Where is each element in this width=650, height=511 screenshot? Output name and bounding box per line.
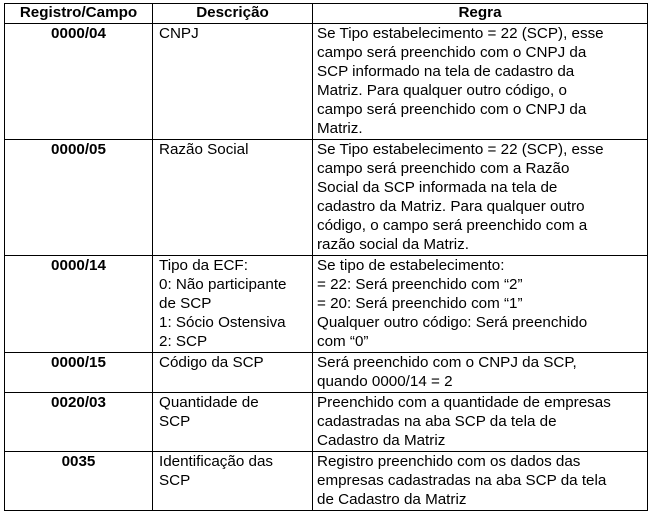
regra-cell xyxy=(313,24,648,140)
regra-line: = 20: Será preenchido com “1” xyxy=(317,295,523,312)
regra-line: quando 0000/14 = 2 xyxy=(317,373,453,390)
regra-cell xyxy=(313,393,648,452)
regra-line: campo será preenchido com o CNPJ da xyxy=(317,101,587,118)
registro-campo-cell: 0000/14 xyxy=(5,256,153,353)
table-row xyxy=(5,452,648,511)
registro-campo-cell: 0020/03 xyxy=(5,393,153,452)
header-regra: Regra xyxy=(313,4,648,24)
regra-line: empresas cadastradas na aba SCP da tela xyxy=(317,472,607,489)
regra-line: cadastro da Matriz. Para qualquer outro xyxy=(317,198,585,215)
regra-line: de Cadastro da Matriz xyxy=(317,491,467,508)
header-registro-campo: Registro/Campo xyxy=(5,4,153,24)
descricao-cell xyxy=(153,393,313,452)
header-row xyxy=(5,4,648,24)
descricao-line: CNPJ xyxy=(159,25,199,42)
regra-line: Preenchido com a quantidade de empresas xyxy=(317,394,611,411)
regra-line: campo será preenchido com a Razão xyxy=(317,160,570,177)
descricao-line: Código da SCP xyxy=(159,354,264,371)
table-row xyxy=(5,353,648,393)
regra-line: Registro preenchido com os dados das xyxy=(317,453,581,470)
registro-campo-cell: 0000/05 xyxy=(5,140,153,256)
descricao-line: Identificação das xyxy=(159,453,273,470)
descricao-line: Tipo da ECF: xyxy=(159,257,248,274)
registro-campo-cell: 0000/04 xyxy=(5,24,153,140)
regra-line: Matriz. Para qualquer outro código, o xyxy=(317,82,567,99)
regra-line: SCP informado na tela de cadastro da xyxy=(317,63,575,80)
regra-cell xyxy=(313,256,648,353)
regra-line: Cadastro da Matriz xyxy=(317,432,446,449)
descricao-line: SCP xyxy=(159,472,191,489)
regra-line: com “0” xyxy=(317,333,369,350)
regra-cell xyxy=(313,140,648,256)
descricao-line: Razão Social xyxy=(159,141,249,158)
regra-line: Social da SCP informada na tela de xyxy=(317,179,558,196)
regra-line: cadastradas na aba SCP da tela de xyxy=(317,413,557,430)
regra-cell xyxy=(313,353,648,393)
regra-line: Se Tipo estabelecimento = 22 (SCP), esse xyxy=(317,25,604,42)
table-row xyxy=(5,24,648,140)
descricao-line: Quantidade de xyxy=(159,394,259,411)
descricao-line: SCP xyxy=(159,413,191,430)
regra-line: Se Tipo estabelecimento = 22 (SCP), esse xyxy=(317,141,604,158)
regra-line: Será preenchido com o CNPJ da SCP, xyxy=(317,354,577,371)
descricao-cell xyxy=(153,140,313,256)
descricao-cell xyxy=(153,452,313,511)
descricao-cell xyxy=(153,353,313,393)
registro-campo-cell: 0000/15 xyxy=(5,353,153,393)
rules-table xyxy=(4,3,648,511)
table-row xyxy=(5,140,648,256)
regra-line: código, o campo será preenchido com a xyxy=(317,217,588,234)
table-row xyxy=(5,256,648,353)
regra-line: Matriz. xyxy=(317,120,363,137)
regra-line: campo será preenchido com o CNPJ da xyxy=(317,44,587,61)
descricao-line: 1: Sócio Ostensiva xyxy=(159,314,286,331)
descricao-line: de SCP xyxy=(159,295,212,312)
regra-line: = 22: Será preenchido com “2” xyxy=(317,276,523,293)
descricao-cell xyxy=(153,256,313,353)
regra-line: Se tipo de estabelecimento: xyxy=(317,257,505,274)
descricao-line: 0: Não participante xyxy=(159,276,287,293)
table-row xyxy=(5,393,648,452)
registro-campo-cell: 0035 xyxy=(5,452,153,511)
descricao-line: 2: SCP xyxy=(159,333,208,350)
regra-cell xyxy=(313,452,648,511)
descricao-cell xyxy=(153,24,313,140)
regra-line: Qualquer outro código: Será preenchido xyxy=(317,314,588,331)
regra-line: razão social da Matriz. xyxy=(317,236,469,253)
header-descricao: Descrição xyxy=(153,4,313,24)
